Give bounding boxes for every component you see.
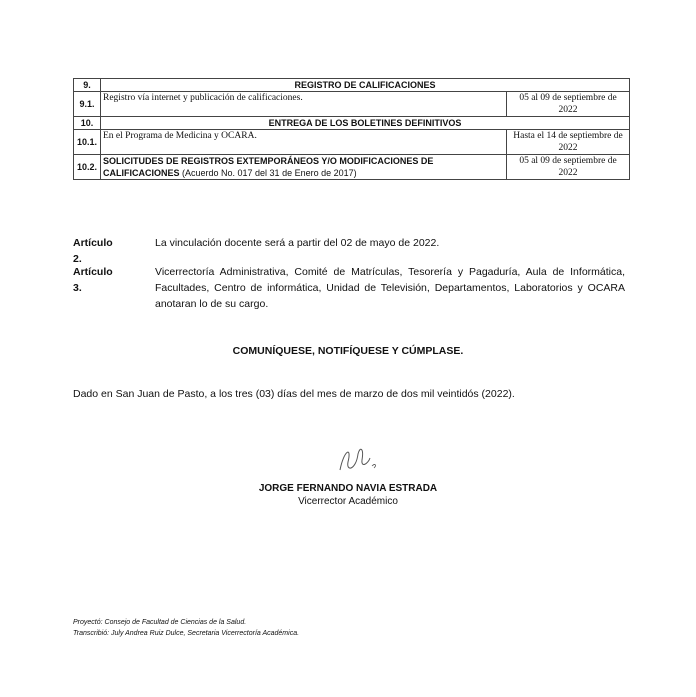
row-number: 9.1. [74,92,101,117]
row-description-normal: (Acuerdo No. 017 del 31 de Enero de 2017) [179,168,357,178]
row-number: 10. [74,117,101,130]
section-heading: REGISTRO DE CALIFICACIONES [101,79,630,92]
table-row [74,92,630,117]
footer-transcribio: Transcribió: July Andrea Ruiz Dulce, Secretaria Vicerrectoría Académica. [73,630,300,637]
row-description [101,155,507,180]
row-description-bold: SOLICITUDES DE REGISTROS EXTEMPORÁNEOS Y/O MODIFICACIONES DE CALIFICACIONES [103,156,434,178]
table-row [74,79,630,92]
article-text: Vicerrectoría Administrativa, Comité de Matrículas, Tesorería y Pagaduría, Aula de Informática, Facultades, Centro de informática, Unidad de Televisión, Departamentos, Laboratorios y OCARA anotaran lo de su cargo. [155,266,625,310]
table-row [74,155,630,180]
row-number: 9. [74,79,101,92]
table-row [74,130,630,155]
closing-statement: COMUNÍQUESE, NOTIFÍQUESE Y CÚMPLASE. [232,345,464,357]
article-label: Artículo 3. [73,266,113,294]
footer-notes [73,617,299,639]
dated-statement: Dado en San Juan de Pasto, a los tres (03) días del mes de marzo de dos mil veintidós (2022). [73,388,515,400]
row-description: Registro vía internet y publicación de calificaciones. [101,92,507,117]
section-heading: ENTREGA DE LOS BOLETINES DEFINITIVOS [101,117,630,130]
row-number: 10.2. [74,155,101,180]
signatory-title: Vicerrector Académico [298,496,398,507]
schedule-table [73,78,630,180]
row-date: 05 al 09 de septiembre de 2022 [507,155,630,180]
row-description: En el Programa de Medicina y OCARA. [101,130,507,155]
handwritten-signature [330,440,380,480]
article-label: Artículo 2. [73,237,113,265]
signatory-name: JORGE FERNANDO NAVIA ESTRADA [258,483,438,494]
row-date: 05 al 09 de septiembre de 2022 [507,92,630,117]
article-text: La vinculación docente será a partir del 02 de mayo de 2022. [155,237,440,249]
row-date: Hasta el 14 de septiembre de 2022 [507,130,630,155]
table-row [74,117,630,130]
footer-proyecto: Proyectó: Consejo de Facultad de Ciencias de la Salud. [73,619,247,626]
row-number: 10.1. [74,130,101,155]
